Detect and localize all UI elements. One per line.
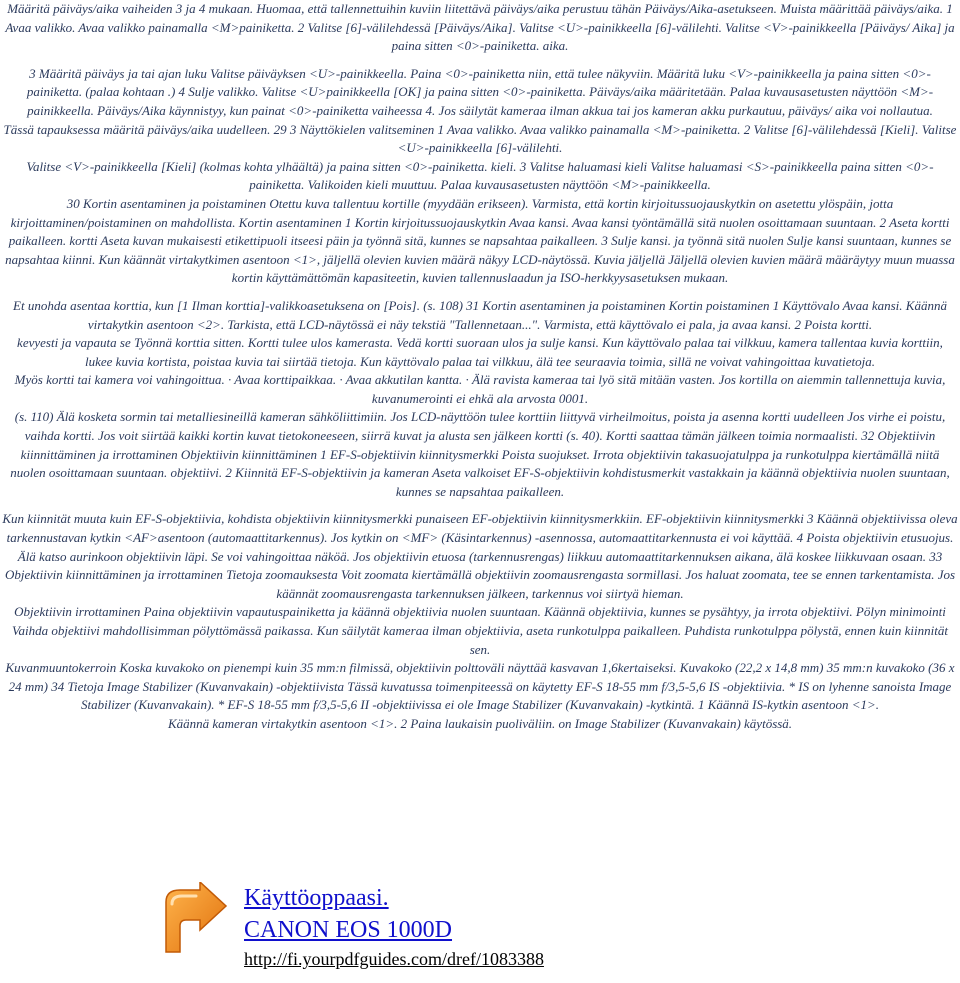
guide-title-link[interactable]: Käyttöoppaasi.: [244, 885, 389, 911]
paragraph-card-remove: Et unohda asentaa korttia, kun [1 Ilman korttia]-valikkoasetuksena on [Pois]. (s. 108) 31 Kortin asentaminen ja poistaminen Kortin poistaminen 1 Käyttövalo Avaa kansi. Käännä virtakytkin asentoon <2>. Tarkista, että LCD-näytössä ei näy tekstiä "Tallennetaan...". Varmista, että käyttövalo ei pala, ja avaa kansi. 2 Poista kortti.: [13, 297, 947, 332]
paragraph-shutter: Käännä kameran virtakytkin asentoon <1>. 2 Paina laukaisin puoliväliin. on Image Stabilizer (Kuvanvakain) käytössä.: [167, 715, 793, 731]
paragraph-card-insert: 30 Kortin asentaminen ja poistaminen Otettu kuva tallentuu kortille (myydään erikseen). Varmista, että kortin kirjoitussuojauskytkin on asetettu ylöspäin, jotta kirjoittaminen/poistaminen on mahdollista. Kortin asentaminen 1 Kortin kirjoitussuojauskytkin Avaa kansi. Avaa kansi työntämällä sitä nuolen osoittamaan suuntaan. 2 Aseta kortti paikalleen. kortti Aseta kuvan mukaisesti etikettipuoli itseesi päin ja työnnä sitä, kunnes se napsahtaa paikalleen. 3 Sulje kansi. ja työnnä sitä nuolen Sulje kansi suuntaan, kunnes se napsahtaa kiinni. Kun käännät virtakytkimen asentoon <1>, jäljellä olevien kuvien määrä näkyy LCD-näytössä. Kuvia jäljellä Jäljellä olevien kuvien määrä määräytyy muun muassa kortin käyttämättömän kapasiteetin, kuvien tallennuslaadun ja ISO-herkkyysasetuksen mukaan.: [5, 195, 955, 286]
product-name-link[interactable]: CANON EOS 1000D: [244, 917, 453, 943]
paragraph-image-stabilizer: Kuvanmuuntokerroin Koska kuvakoko on pienempi kuin 35 mm:n filmissä, objektiivin polttoväli näyttää kasvavan 1,6kertaiseksi. Kuvakoko (22,2 x 14,8 mm) 35 mm:n kuvakoko (36 x 24 mm) 34 Tietoja Image Stabilizer (Kuvanvakain) -objektiivista Tässä kuvatussa toimenpiteessä on käytetty EF-S 18-55 mm f/3,5-5,6 IS -objektiivia. * IS on lyhenne sanoista Image Stabilizer (Kuvanvakain). * EF-S 18-55 mm f/3,5-5,6 II -objektiivissa ei ole Image Stabilizer (Kuvanvakain) -kytkintä. 1 Käännä IS-kytkin asentoon <1>.: [5, 660, 955, 713]
guide-url-link[interactable]: http://fi.yourpdfguides.com/dref/1083388: [244, 949, 544, 969]
paragraph-lens-detach: Objektiivin irrottaminen Paina objektiivin vapautuspainiketta ja käännä objektiivia nuolen suuntaan. Käännä objektiivia, kunnes se pysähtyy, ja irrota objektiivi. Pölyn minimointi Vaihda objektiivi mahdollisimman pölyttömässä paikassa. Kun säilytät kameraa ilman objektiivia, aseta runkotulppa paikalleen. Puhdista runkotulppa pölystä, ennen kuin kiinnität sen.: [12, 604, 948, 657]
footer-banner: [156, 878, 796, 978]
paragraph-access-lamp: kevyesti ja vapauta se Työnnä korttia sitten. Kortti tulee ulos kamerasta. Vedä kortti suoraan ulos ja sulje kansi. Kun käyttövalo palaa tai vilkkuu, kamera tallentaa kuvia korttiin, lukee kuvia kortista, poistaa kuvia tai siirtää tietoja. Kun käyttövalo palaa tai vilkkuu, älä tee seuraavia toimia, sillä ne voivat vahingoittaa kuvatietoja.: [17, 335, 943, 369]
orange-arrow-logo-icon: [156, 882, 232, 958]
paragraph-card-warnings: Myös kortti tai kamera voi vahingoittua. · Avaa korttipaikkaa. · Avaa akkutilan kantta. · Älä ravista kameraa tai lyö sitä mitään vasten. Jos kortilla on aiemmin tallennettuja kuvia, kuvanumerointi ei ehkä ala arvosta 0001.: [14, 372, 946, 406]
paragraph-language: Valitse <V>-painikkeella [Kieli] (kolmas kohta ylhäältä) ja paina sitten <0>-painiketta. kieli. 3 Valitse haluamasi kieli Valitse haluamasi <S>-painikkeella paina sitten <0>-painiketta. Valikoiden kieli muuttuu. Palaa kuvausasetusten näyttöön <M>-painikkeella.: [26, 158, 934, 193]
paragraph-date-time: Määritä päiväys/aika vaiheiden 3 ja 4 mukaan. Huomaa, että tallennettuihin kuviin liitettävä päiväys/aika perustuu tähän Päiväys/Aika-asetukseen. Muista määrittää päiväys/aika. 1 Avaa valikko. Avaa valikko painamalla <M>painiketta. 2 Valitse [6]-välilehdessä [Päiväys/Aika]. Valitse <U>-painikkeella [6]-välilehti. Valitse <V>-painikkeella [Päiväys/ Aika] ja paina sitten <0>-painiketta. aika.: [5, 1, 955, 54]
paragraph-reset-date: Tässä tapauksessa määritä päiväys/aika uudelleen. 29 3 Näyttökielen valitseminen 1 Avaa valikko. Avaa valikko painamalla <M>-painiketta. 2 Valitse [6]-välilehdessä [Kieli]. Valitse <U>-painikkeella [6]-välilehti.: [3, 121, 957, 156]
paragraph-lens-focus-zoom: Kun kiinnität muuta kuin EF-S-objektiivia, kohdista objektiivin kiinnitysmerkki punaiseen EF-objektiivin kiinnitysmerkkiin. EF-objektiivin kiinnitysmerkki 3 Käännä objektiivissa oleva tarkennustavan kytkin <AF>asentoon (automaattitarkennus). Jos kytkin on <MF> (Käsintarkennus) -asennossa, automaattitarkennusta ei voi käyttää. 4 Poista objektiivin etusuojus. Älä katso aurinkoon objektiivin läpi. Se voi vahingoittaa näköä. Jos objektiivin etuosa (tarkennusrengas) liikkuu automaattitarkennuksen aikana, älä koskee liikkuvaan osaan. 33 Objektiivin kiinnittäminen ja irrottaminen Tietoja zoomauksesta Voit zoomata kiertämällä objektiivin zoomausrengasta sormillasi. Jos haluat zoomata, tee se ennen tarkentamista. Jos käännät zoomausrengasta tarkennuksen jälkeen, tarkennus voi siirtyä hieman.: [2, 511, 958, 601]
paragraph-lens-attach: (s. 110) Älä kosketa sormin tai metalliesineillä kameran sähköliittimiin. Jos LCD-näyttöön tulee korttiin liittyvä virheilmoitus, poista ja asenna kortti uudelleen Jos virhe ei poistu, vaihda kortti. Jos voit siirtää kaikki kortin kuvat tietokoneeseen, siirrä kuvat ja alusta sen jälkeen kortti (s. 40). Kortti saattaa tämän jälkeen toimia normaalisti. 32 Objektiivin kiinnittäminen ja irrottaminen Objektiivin kiinnittäminen 1 EF-S-objektiivin kiinnitysmerkki Poista suojukset. Irrota objektiivin takasuojatulppa ja runkotulppa kiertämällä niitä nuolen osoittamaan suuntaan. objektiivi. 2 Kiinnitä EF-S-objektiivin ja kameran Aseta valkoiset EF-S-objektiivin kohdistusmerkit vastakkain ja käännä objektiivia nuolen suuntaan, kunnes se napsahtaa paikalleen.: [10, 409, 950, 499]
paragraph-set-date: 3 Määritä päiväys ja tai ajan luku Valitse päiväyksen <U>-painikkeella. Paina <0>-painiketta niin, että tulee näkyviin. Määritä luku <V>-painikkeella ja paina sitten <0>-painiketta. (palaa kohtaan .) 4 Sulje valikko. Valitse <U>painikkeella [OK] ja paina sitten <0>-painiketta. Päiväys/aika määritetään. Palaa kuvausasetusten näyttöön <M>-painikkeella. Päiväys/Aika käynnistyy, kun painat <0>-painiketta vaiheessa 4. Jos säilytät kameraa ilman akkua tai jos kameran akku purkautuu, päiväys/ aika voi nollautua.: [26, 65, 934, 118]
